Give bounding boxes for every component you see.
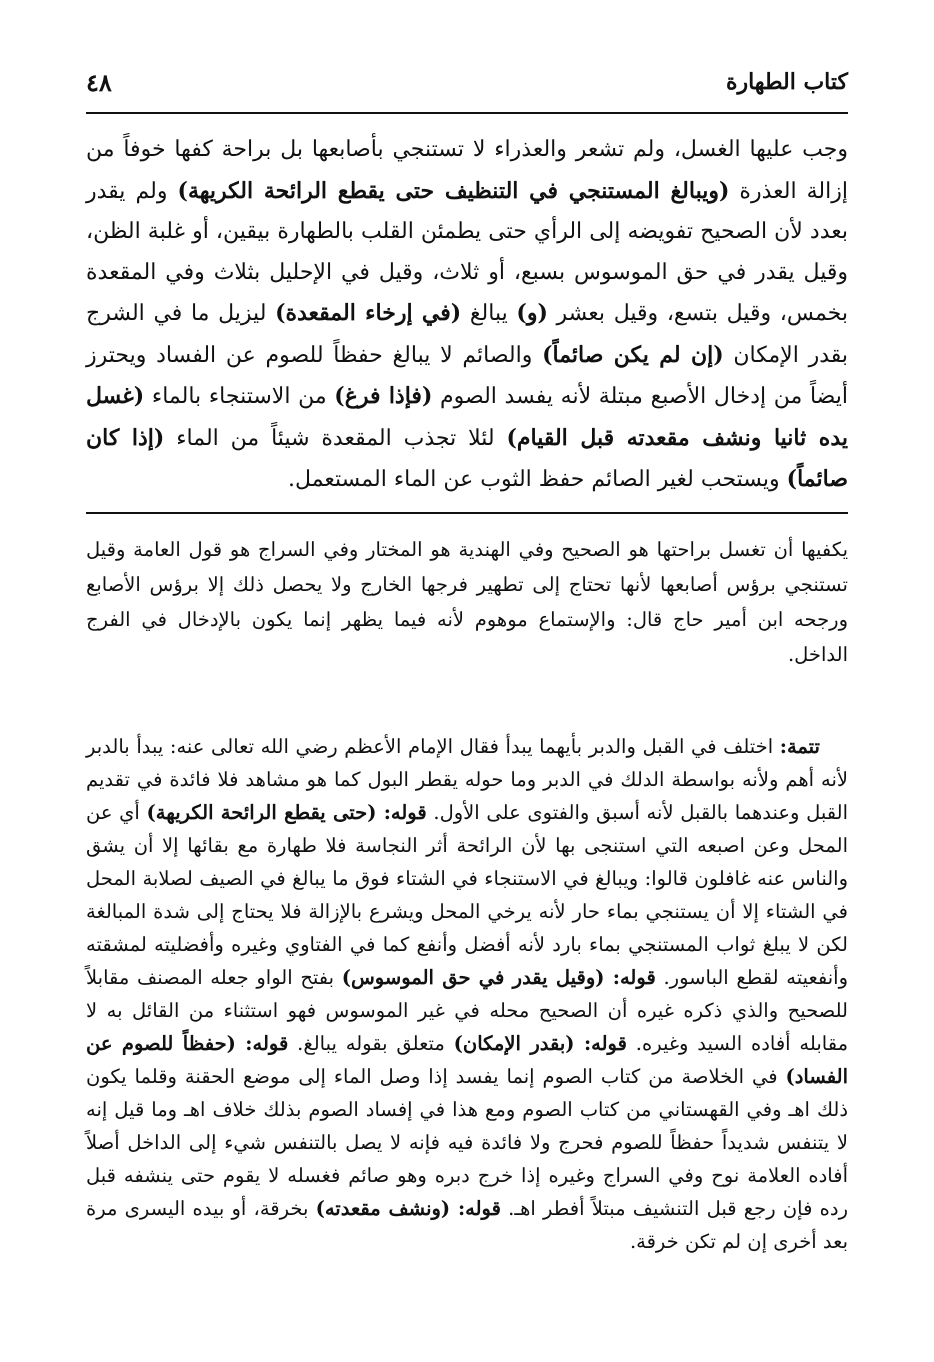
text-segment: أي عن المحل وعن اصبعه التي استنجى بها لأن الرائحة أثر النجاسة فلا طهارة مع بقائها إلا أن يشق والناس عنه غافلون قالوا: ويبالغ في الاستنجاء في الشتاء فوق ما يبالغ في الصيف لصلابة المحل في الشتاء إلا أن يستنجي بماء حار لأنه يرخي المحل ويشرع بالإزالة فلا يحتاج إلى شدة المبالغة لكن لا يبلغ ثواب المستنجي بماء بارد لأنه أفضل وأنفع كما في الفتاوي وغيره وأفضليته لمشقته وأنفعيته لقطع الباسور. <box>86 801 848 989</box>
bold-segment: قوله: (حتى يقطع الرائحة الكريهة) <box>146 801 427 824</box>
page-number: ٤٨ <box>86 67 112 97</box>
footnote-commentary <box>86 730 848 1258</box>
text-segment: بفتح الواو جعله المصنف مقابلاً للصحيح والذي ذكره غيره أن الصحيح محله في غير الموسوس فهو استثناء من القائل به لا مقابله أفاده السيد وغيره. <box>86 966 849 1055</box>
text-segment: يبالغ <box>461 301 517 326</box>
page-header <box>86 62 848 102</box>
text-segment: يكفيها أن تغسل براحتها هو الصحيح وفي الهندية هو المختار وفي السراج هو قول العامة وقيل تستنجي برؤس أصابعها لأنها تحتاج إلى تطهير فرجها الخارج ولا يحصل ذلك إلا برؤس الأصابع ورجحه ابن أمير حاج قال: والإستماع موهوم لأنه فيما يظهر إنما يكون بالإدخال في الفرج الداخل. <box>86 538 848 666</box>
bold-segment: (إن لم يكن صائماً) <box>542 341 724 368</box>
bold-segment: قوله: (بقدر الإمكان) <box>453 1032 627 1055</box>
text-segment: متعلق بقوله يبالغ. <box>288 1032 454 1055</box>
bold-segment: (إذا كان صائماً) <box>86 424 848 492</box>
bold-segment: (فإذا فرغ) <box>334 383 433 409</box>
text-segment: اختلف في القبل والدبر بأيهما يبدأ فقال الإمام الأعظم رضي الله تعالى عنه: يبدأ بالدبر لأنه أهم ولأنه بواسطة الدلك في الدبر وما حوله يقطر البول كما هو مشاهد فلا فائدة في تقديم القبل وعندهما بالقبل لأنه أسبق والفتوى على الأول. <box>86 735 848 824</box>
bold-segment: قوله: (ونشف مقعدته) <box>315 1197 501 1220</box>
bold-segment: قوله: (حفظاً للصوم عن الفساد) <box>86 1032 848 1088</box>
footnote-separator <box>86 512 848 514</box>
text-segment: بخرقة، أو بيده اليسرى مرة بعد أخرى إن لم تكن خرقة. <box>86 1197 848 1253</box>
main-text <box>86 130 848 501</box>
text-segment: ويستحب لغير الصائم حفظ الثوب عن الماء المستعمل. <box>288 467 787 492</box>
text-segment: من الاستنجاء بالماء <box>144 384 335 409</box>
bold-segment: (ويبالغ المستنجي في التنظيف حتى يقطع الرائحة الكريهة) <box>177 177 730 204</box>
text-segment: وجب عليها الغسل، ولم تشعر والعذراء لا تستنجي بأصابعها بل براحة كفها خوفاً من إزالة العذرة <box>86 137 848 204</box>
bold-segment: (غسل يده ثانيا ونشف مقعدته قبل القيام) <box>86 383 848 451</box>
bold-segment: قوله: (وقيل يقدر في حق الموسوس) <box>341 966 656 989</box>
text-segment: والصائم لا يبالغ حفظاً للصوم عن الفساد ويحترز أيضاً من إدخال الأصبع مبتلة لأنه يفسد الصوم <box>86 342 848 409</box>
header-rule <box>86 112 848 114</box>
footnote-continuation <box>86 532 848 672</box>
bold-segment: (و) <box>516 300 548 326</box>
text-segment: ليزيل ما في الشرج بقدر الإمكان <box>86 301 848 368</box>
text-segment: في الخلاصة من كتاب الصوم إنما يفسد إذا وصل الماء إلى موضع الحقنة وقلما يكون ذلك اهـ وفي القهستاني من كتاب الصوم ومع هذا في إفساد الصوم بذلك خلاف اهـ وما قيل إنه لا يتنفس شديداً حفظاً للصوم فحرج ولا فائدة فيه فإنه لا يصل بالتنفس شيء إلى الداخل أصلاً أفاده العلامة نوح وفي السراج وغيره إذا خرج دبره وهو صائم فغسله لا يقوم حتى ينشفه قبل رده فإن رجع قبل التنشيف مبتلاً أفطر اهـ. <box>86 1065 848 1220</box>
running-title: كتاب الطهارة <box>725 69 848 95</box>
text-segment: ولم يقدر بعدد لأن الصحيح تفويضه إلى الرأي حتى يطمئن القلب بالطهارة بيقين، أو غلبة الظن، وقيل يقدر في حق الموسوس بسبع، أو ثلاث، وقيل في الإحليل بثلاث وفي المقعدة بخمس، وقيل بتسع، وقيل بعشر <box>86 178 848 326</box>
bold-segment: تتمة: <box>779 735 820 758</box>
bold-segment: (في إرخاء المقعدة) <box>275 300 462 326</box>
text-segment: لئلا تجذب المقعدة شيئاً من الماء <box>164 425 507 451</box>
